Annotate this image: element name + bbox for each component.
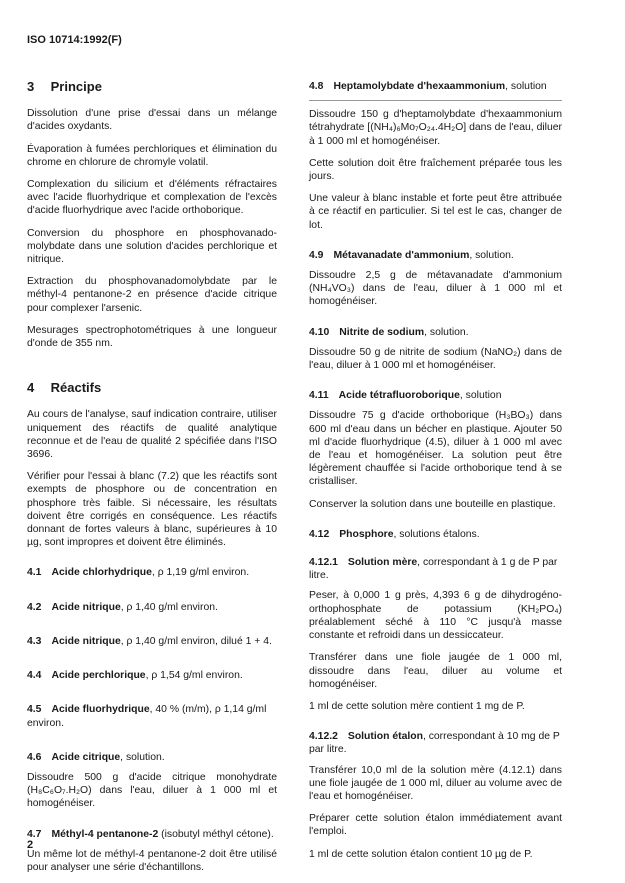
paragraph: Une valeur à blanc instable et forte peut être attribuée à ce réactif en particulier. Si tel est le cas, changer de lot. — [309, 193, 562, 231]
paragraph: Transférer 10,0 ml de la solution mère (4.12.1) dans une fiole jaugée de 1 000 ml, diluer au volume avec de l'eau et homogénéiser. — [309, 764, 562, 802]
paragraph: Vérifier pour l'essai à blanc (7.2) que les réactifs sont exempts de phosphore ou de concentration en phosphore très faible. Si nécessaire, les résultats doivent être corrigés en conséquence. Les réactifs donnant de fortes valeurs à blanc, supérieures à 10 µg, sont impropres et doivent être éliminés. — [27, 471, 277, 549]
paragraph: Dissoudre 2,5 g de métavanadate d'ammonium (NH₄VO₃) dans de l'eau, diluer à 1 000 ml et homogénéiser. — [309, 270, 562, 308]
paragraph: 1 ml de cette solution étalon contient 10 µg de P. — [309, 848, 533, 860]
section-heading-reactifs: 4 Réactifs — [27, 380, 102, 396]
paragraph: Évaporation à fumées perchloriques et élimination du chrome en chlorure de chromyle volatil. — [27, 143, 277, 168]
paragraph: Dissoudre 500 g d'acide citrique monohydrate (H₈C₆O₇.H₂O) dans l'eau, diluer à 1 000 ml et homogénéiser. — [27, 771, 277, 810]
reagent-item: 4.12 Phosphore, solutions étalons. — [309, 528, 480, 540]
paragraph: Transférer dans une fiole jaugée de 1 000 ml, dissoudre dans l'eau, diluer au volume et homogénéiser. — [309, 652, 562, 690]
document-code: ISO 10714:1992(F) — [27, 34, 122, 46]
reagent-subitem: 4.12.1 Solution mère, correspondant à 1 g de P par litre. — [309, 557, 558, 582]
paragraph: Conversion du phosphore en phosphovanado-molybdate dans une solution d'acides perchlorique et nitrique. — [27, 227, 277, 266]
reagent-item: 4.6 Acide citrique, solution. — [27, 751, 165, 763]
paragraph: Dissoudre 50 g de nitrite de sodium (NaNO₂) dans de l'eau, diluer à 1 000 ml et homogénéiser. — [309, 346, 562, 372]
reagent-item: 4.10 Nitrite de sodium, solution. — [309, 326, 469, 338]
paragraph: Extraction du phosphovanadomolybdate par le méthyl-4 pentanone-2 en présence d'acide citrique pour complexer l'arsenic. — [27, 276, 277, 314]
reagent-item: 4.3 Acide nitrique, ρ 1,40 g/ml environ, dilué 1 + 4. — [27, 635, 272, 647]
section-heading-principe: 3 Principe — [27, 79, 102, 94]
paragraph: Complexation du silicium et d'éléments réfractaires avec l'acide fluorhydrique et complexation de l'excès d'acide fluorhydrique avec l'acide orthoborique. — [27, 179, 277, 217]
reagent-item: 4.1 Acide chlorhydrique, ρ 1,19 g/ml environ. — [27, 567, 250, 579]
reagent-item: 4.2 Acide nitrique, ρ 1,40 g/ml environ. — [27, 601, 218, 613]
paragraph: Dissoudre 75 g d'acide orthoborique (H₃BO₃) dans 600 ml d'eau dans un bécher en plastique. Ajouter 50 ml d'acide fluorhydrique (4.5), diluer à 1 000 ml avec de l'eau et homogénéiser. La solution peut être légèrement chauffée si l'acide orthoborique tend à se cristalliser. — [309, 410, 562, 488]
reagent-item: 4.8 Heptamolybdate d'hexaammonium, solution — [309, 81, 547, 92]
reagent-item: 4.4 Acide perchlorique, ρ 1,54 g/ml environ. — [27, 670, 243, 682]
paragraph: Préparer cette solution étalon immédiatement avant l'emploi. — [309, 813, 562, 838]
paragraph: Dissolution d'une prise d'essai dans un mélange d'acides oxydants. — [27, 108, 277, 133]
paragraph: Au cours de l'analyse, sauf indication contraire, utiliser uniquement des réactifs de qualité analytique reconnue et de l'eau de qualité 2 spécifiée dans l'ISO 3696. — [27, 409, 277, 461]
page-number: 2 — [27, 839, 34, 851]
divider — [309, 100, 562, 101]
reagent-subitem: 4.12.2 Solution étalon, correspondant à 10 mg de P par litre. — [309, 731, 560, 756]
paragraph: Mesurages spectrophotométriques à une longueur d'onde de 355 nm. — [27, 324, 277, 350]
reagent-item: 4.11 Acide tétrafluoroborique, solution — [309, 390, 502, 402]
paragraph: Un même lot de méthyl-4 pentanone-2 doit être utilisé pour analyser une série d'échantillons. — [27, 848, 277, 873]
paragraph: Peser, à 0,000 1 g près, 4,393 6 g de dihydrogéno-orthophosphate de potassium (KH₂PO₄) préalablement séché à 110 °C jusqu'à masse constante et refroidi dans un dessiccateur. — [309, 590, 562, 642]
paragraph: Conserver la solution dans une bouteille en plastique. — [309, 498, 556, 510]
reagent-item: 4.7 Méthyl-4 pentanone-2 (isobutyl méthyl cétone). — [27, 828, 274, 840]
reagent-item: 4.5 Acide fluorhydrique, 40 % (m/m), ρ 1,14 g/ml environ. — [27, 704, 267, 729]
paragraph: Dissoudre 150 g d'heptamolybdate d'hexaammonium tétrahydrate [(NH₄)₆Mo₇O₂₄.4H₂O] dans de l'eau, diluer à 1 000 ml et homogénéiser. — [309, 109, 562, 147]
reagent-item: 4.9 Métavanadate d'ammonium, solution. — [309, 249, 514, 261]
left-column — [27, 80, 277, 883]
paragraph: Cette solution doit être fraîchement préparée tous les jours. — [309, 157, 562, 183]
right-column — [309, 80, 562, 870]
paragraph: 1 ml de cette solution mère contient 1 mg de P. — [309, 700, 525, 712]
